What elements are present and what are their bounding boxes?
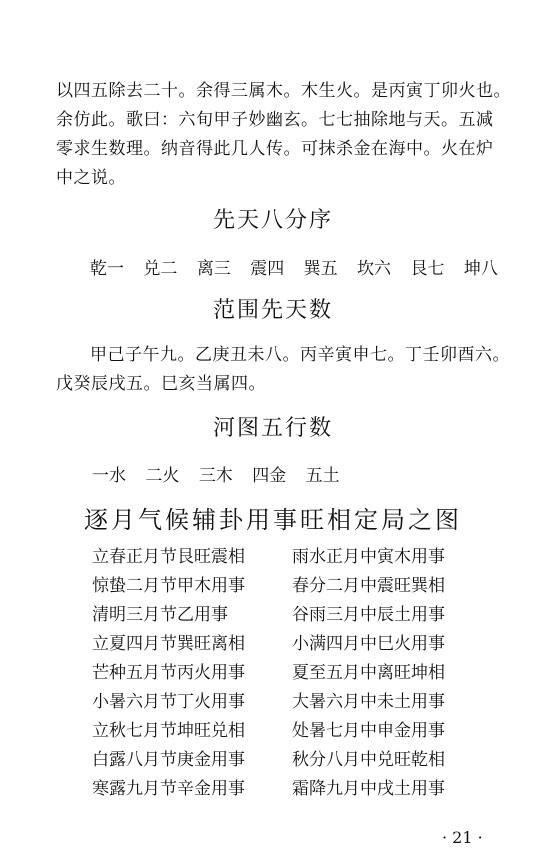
monthly-qihou-table	[92, 543, 492, 804]
trigram-item: 离三	[196, 259, 231, 279]
table-row	[92, 717, 492, 746]
table-cell: 寒露九月节辛金用事	[92, 779, 245, 799]
table-cell: 谷雨三月中辰土用事	[292, 605, 445, 625]
table-row	[92, 601, 492, 630]
table-row	[92, 775, 492, 804]
table-cell: 处暑七月中申金用事	[292, 721, 445, 741]
table-cell: 雨水正月中寅木用事	[292, 547, 445, 567]
wuxing-item: 四金	[252, 466, 287, 486]
table-cell: 惊蛰二月节甲木用事	[92, 576, 245, 596]
page-number: · 21 ·	[442, 828, 483, 847]
table-cell: 小暑六月节丁火用事	[92, 692, 245, 712]
wuxing-item: 二火	[145, 466, 180, 486]
table-cell: 春分二月中震旺巽相	[292, 576, 445, 596]
trigram-item: 艮七	[410, 259, 445, 279]
trigram-number-row	[90, 254, 512, 279]
table-cell: 大暑六月中未土用事	[292, 692, 445, 712]
table-row	[92, 630, 492, 659]
table-cell: 清明三月节乙用事	[92, 605, 228, 625]
wuxing-item: 五土	[305, 466, 340, 486]
table-cell: 霜降九月中戌土用事	[292, 779, 445, 799]
table-row	[92, 572, 492, 601]
intro-paragraph	[56, 77, 511, 193]
table-cell: 立春正月节艮旺震相	[92, 547, 245, 567]
section-heading-hetu-wuxing: 河图五行数	[212, 416, 333, 441]
table-cell: 秋分八月中兑旺乾相	[292, 750, 445, 770]
table-cell: 夏至五月中离旺坤相	[292, 663, 445, 683]
table-row	[92, 688, 492, 717]
table-row	[92, 659, 492, 688]
paragraph-line: 甲己子午九。乙庚丑未八。丙辛寅申七。丁壬卯酉六。	[90, 345, 510, 365]
paragraph-line: 以四五除去二十。余得三属木。木生火。是丙寅丁卯火也。	[56, 81, 511, 101]
table-cell: 白露八月节庚金用事	[92, 750, 245, 770]
trigram-item: 兑二	[143, 259, 178, 279]
trigram-item: 坤八	[463, 259, 498, 279]
table-row	[92, 543, 492, 572]
trigram-item: 乾一	[90, 259, 124, 279]
wuxing-item: 三木	[198, 466, 233, 486]
wuxing-item: 一水	[92, 466, 126, 486]
fanwei-paragraph	[56, 341, 530, 399]
section-heading-zhuyue-qihou: 逐月气候辅卦用事旺相定局之图	[84, 506, 462, 534]
wuxing-number-row	[92, 461, 354, 486]
table-row	[92, 746, 492, 775]
trigram-item: 震四	[250, 259, 285, 279]
table-cell: 芒种五月节丙火用事	[92, 663, 245, 683]
section-heading-xiantian-bafen: 先天八分序	[212, 208, 333, 233]
table-cell: 立夏四月节巽旺离相	[92, 634, 245, 654]
paragraph-line: 余仿此。歌曰：六旬甲子妙幽玄。七七抽除地与天。五减	[56, 110, 494, 130]
paragraph-line: 零求生数理。纳音得此几人传。可抹杀金在海中。火在炉	[56, 139, 494, 159]
table-cell: 立秋七月节坤旺兑相	[92, 721, 245, 741]
paragraph-line: 戊癸辰戌五。巳亥当属四。	[56, 374, 266, 394]
trigram-item: 坎六	[357, 259, 392, 279]
section-heading-fanwei-xiantian: 范围先天数	[212, 298, 333, 323]
trigram-item: 巽五	[303, 259, 338, 279]
paragraph-line: 中之说。	[56, 168, 126, 188]
table-cell: 小满四月中巳火用事	[292, 634, 445, 654]
